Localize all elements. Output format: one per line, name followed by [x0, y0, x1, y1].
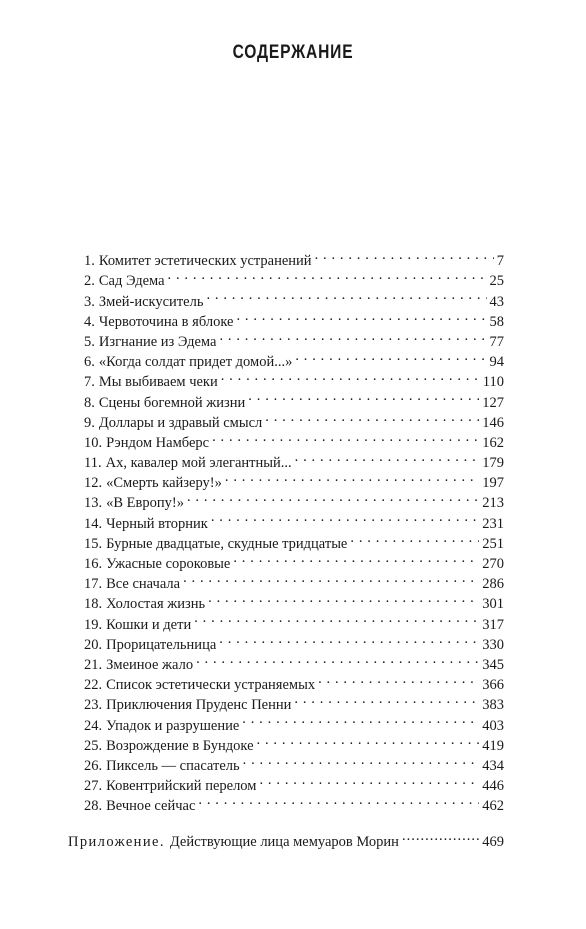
page-number: 110: [482, 374, 504, 391]
chapter-number: 25.: [84, 737, 103, 754]
page-number: 317: [482, 616, 504, 633]
appendix-page-number: 469: [482, 834, 504, 851]
chapter-number: 5.: [84, 333, 95, 350]
dot-leader: [219, 326, 486, 346]
dot-leader: [259, 770, 479, 790]
dot-leader: [236, 306, 486, 326]
chapter-title: Прорицательница: [106, 636, 217, 653]
dot-leader: [168, 265, 487, 285]
page-number: 77: [489, 333, 504, 350]
chapter-title: Ах, кавалер мой элегантный...: [105, 455, 292, 472]
dot-leader: [212, 427, 479, 447]
chapter-number: 17.: [84, 576, 103, 593]
page-number: 286: [482, 576, 504, 593]
chapter-title: Сцены богемной жизни: [98, 394, 246, 411]
chapter-title: Все сначала: [106, 576, 181, 593]
chapter-number: 19.: [84, 616, 103, 633]
chapter-title: Ковентрийский перелом: [106, 778, 257, 795]
page-number: 58: [489, 313, 504, 330]
chapter-number: 23.: [84, 697, 103, 714]
dot-leader: [295, 346, 486, 366]
chapter-number: 2.: [84, 273, 95, 290]
dot-leader: [198, 790, 479, 810]
chapter-number: 18.: [84, 596, 103, 613]
chapter-title: Кошки и дети: [106, 616, 192, 633]
dot-leader: [295, 447, 480, 467]
chapter-title: Изгнание из Эдема: [98, 333, 217, 350]
dot-leader: [315, 245, 494, 265]
chapter-title: «Когда солдат придет домой...»: [98, 354, 293, 371]
chapter-number: 22.: [84, 677, 103, 694]
chapter-title: Доллары и здравый смысл: [98, 414, 263, 431]
chapter-title: Приключения Пруденс Пенни: [106, 697, 292, 714]
page-number: 94: [489, 354, 504, 371]
dot-leader: [242, 709, 479, 729]
chapter-number: 9.: [84, 414, 95, 431]
table-of-contents: [84, 245, 504, 815]
chapter-number: 12.: [84, 475, 103, 492]
chapter-number: 4.: [84, 313, 95, 330]
chapter-number: 16.: [84, 556, 103, 572]
chapter-number: 20.: [84, 636, 103, 653]
chapter-title: Бурные двадцатые, скудные тридцатые: [106, 535, 348, 552]
dot-leader: [350, 528, 479, 548]
dot-leader: [265, 407, 479, 427]
page-number: 25: [489, 273, 504, 290]
chapter-title: Рэндом Намберс: [106, 434, 210, 451]
page-number: 231: [482, 515, 504, 532]
chapter-number: 27.: [84, 778, 103, 795]
dot-leader: [187, 487, 479, 507]
dot-leader: [402, 826, 479, 846]
chapter-title: Черный вторник: [106, 515, 208, 532]
page-number: 419: [482, 737, 504, 754]
appendix-label: Приложение.: [68, 834, 165, 851]
chapter-number: 3.: [84, 293, 95, 310]
chapter-number: 6.: [84, 354, 95, 371]
dot-leader: [206, 285, 486, 305]
page-number: 127: [482, 394, 504, 411]
dot-leader: [211, 507, 479, 527]
chapter-title: «В Европу!»: [106, 495, 184, 512]
page-number: 7: [496, 253, 504, 270]
chapter-number: 1.: [84, 253, 95, 270]
chapter-number: 26.: [84, 757, 103, 774]
dot-leader: [243, 750, 480, 770]
chapter-number: 21.: [84, 656, 103, 673]
chapter-title: Мы выбиваем чеки: [98, 374, 218, 391]
page-number: 330: [482, 636, 504, 653]
toc-entry: [84, 245, 504, 270]
chapter-title: Упадок и разрушение: [106, 717, 240, 734]
page-number: 162: [482, 434, 504, 451]
dot-leader: [183, 568, 479, 588]
chapter-number: 7.: [84, 374, 95, 391]
page-number: 366: [482, 677, 504, 694]
page-number: 179: [482, 455, 504, 472]
page-number: 462: [482, 798, 504, 815]
chapter-title: Червоточина в яблоке: [98, 313, 234, 330]
chapter-title: «Смерть кайзеру!»: [106, 475, 222, 492]
dot-leader: [318, 669, 479, 689]
dot-leader: [219, 629, 479, 649]
chapter-title: Вечное сейчас: [106, 798, 196, 815]
chapter-number: 15.: [84, 535, 103, 552]
chapter-number: 8.: [84, 394, 95, 411]
page-number: 301: [482, 596, 504, 613]
page-number: 383: [482, 697, 504, 714]
chapter-title: Пиксель — спасатель: [106, 757, 240, 774]
page-title: СОДЕРЖАНИЕ: [232, 42, 354, 63]
chapter-title: Ужасные сороковые: [106, 556, 231, 572]
page-number: 43: [489, 293, 504, 310]
page-number: 434: [482, 757, 504, 774]
chapter-title: Возрождение в Бундоке: [106, 737, 254, 754]
dot-leader: [248, 386, 479, 406]
chapter-title: Змей-искуситель: [98, 293, 204, 310]
dot-leader: [208, 588, 479, 608]
chapter-title: Сад Эдема: [98, 273, 165, 290]
page-number: 251: [482, 535, 504, 552]
dot-leader: [233, 548, 479, 568]
chapter-title: Комитет эстетических устранений: [98, 253, 312, 270]
dot-leader: [294, 689, 479, 709]
page-number: 403: [482, 717, 504, 734]
dot-leader: [225, 467, 479, 487]
chapter-number: 14.: [84, 515, 103, 532]
appendix-entry: [68, 826, 504, 851]
page-number: 345: [482, 656, 504, 673]
chapter-number: 11.: [84, 455, 102, 472]
chapter-title: Список эстетически устраняемых: [106, 677, 316, 694]
dot-leader: [257, 730, 480, 750]
dot-leader: [221, 366, 480, 386]
page-number: 213: [482, 495, 504, 512]
chapter-number: 10.: [84, 434, 103, 451]
page-number: 270: [482, 556, 504, 572]
chapter-title: Змеиное жало: [106, 656, 194, 673]
dot-leader: [194, 608, 479, 628]
chapter-number: 24.: [84, 717, 103, 734]
page-number: 146: [482, 414, 504, 431]
page-number: 197: [482, 475, 504, 492]
page-number: 446: [482, 778, 504, 795]
chapter-title: Холостая жизнь: [106, 596, 206, 613]
appendix-title: Действующие лица мемуаров Морин: [169, 834, 399, 851]
chapter-number: 28.: [84, 798, 103, 815]
chapter-number: 13.: [84, 495, 103, 512]
dot-leader: [196, 649, 479, 669]
